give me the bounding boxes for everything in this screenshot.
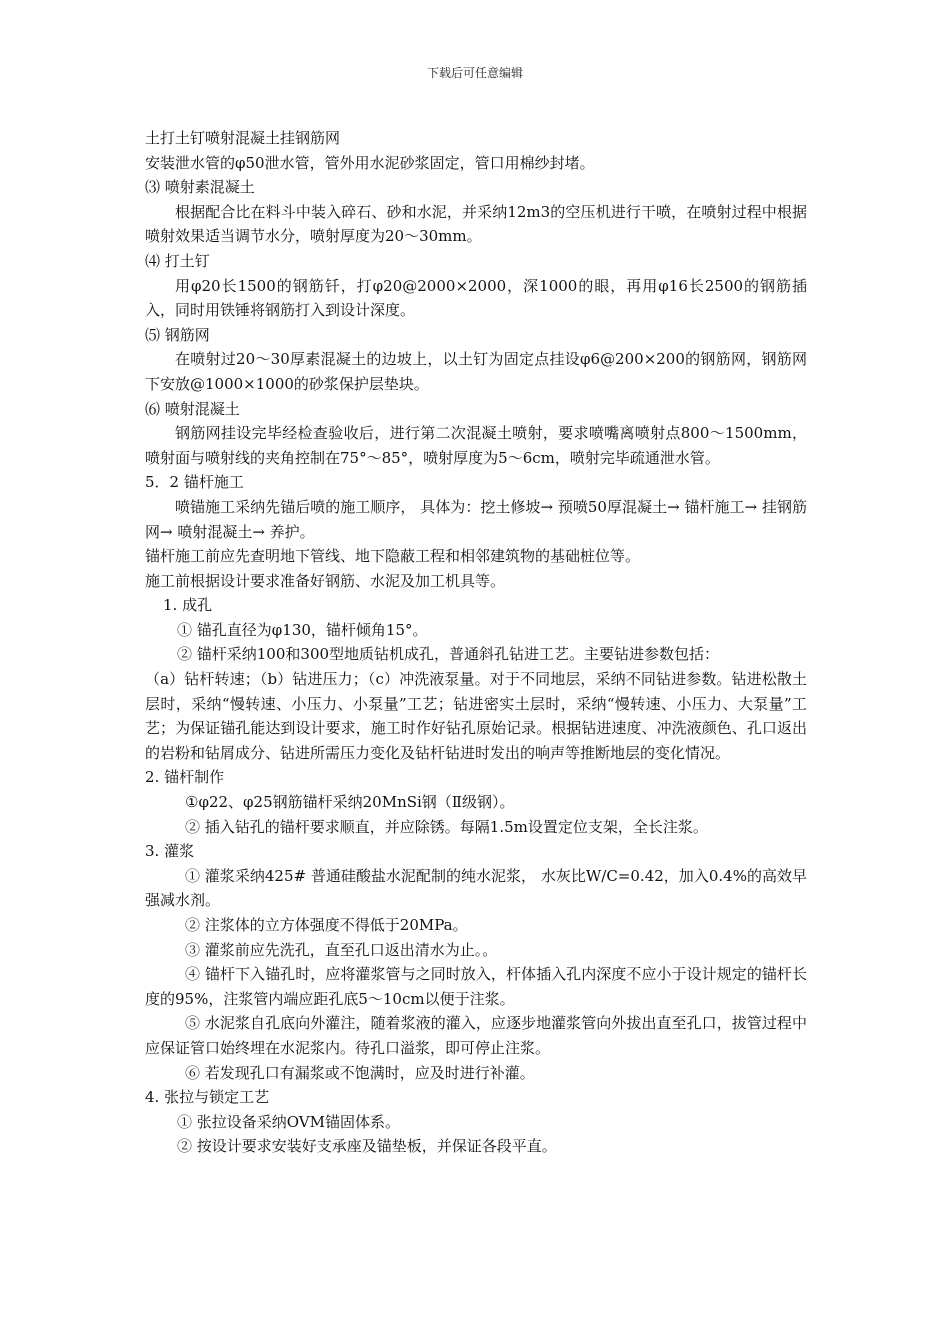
document-body	[145, 126, 807, 1159]
list-item: ② 锚杆采纳100和300型地质钻机成孔，普通斜孔钻进工艺。主要钻进参数包括：	[177, 645, 720, 664]
paragraph: 钢筋网挂设完毕经检查验收后，进行第二次混凝土喷射，要求喷嘴离喷射点800～1500mm，喷射面与喷射线的夹角控制在75°～85°，喷射厚度为5～6cm，喷射完毕疏通泄水管。	[145, 424, 807, 467]
list-item: ② 按设计要求安装好支承座及锚垫板，并保证各段平直。	[177, 1137, 557, 1156]
list-item: ④ 锚杆下入锚孔时，应将灌浆管与之同时放入，杆体插入孔内深度不应小于设计规定的锚杆长度的95%，注浆管内端应距孔底5～10cm以便于注浆。	[145, 965, 807, 1008]
paragraph: 安装泄水管的φ50泄水管，管外用水泥砂浆固定，管口用棉纱封堵。	[145, 153, 595, 172]
section-heading: ⑶ 喷射素混凝土	[145, 178, 255, 197]
paragraph: （a）钻杆转速；（b）钻进压力；（c）冲洗液泵量。对于不同地层，采纳不同钻进参数。钻进松散土层时，采纳“慢转速、小压力、小泵量”工艺；钻进密实土层时，采纳“慢转速、小压力、大泵量”工艺；为保证锚孔能达到设计要求，施工时作好钻孔原始记录。根据钻进速度、冲洗液颜色、孔口返出的岩粉和钻屑成分、钻进所需压力变化及钻杆钻进时发出的响声等推断地层的变化情况。	[145, 670, 807, 762]
section-heading: ⑹ 喷射混凝土	[145, 399, 240, 418]
subsection-heading: 2. 锚杆制作	[145, 768, 225, 787]
paragraph: 土打土钉喷射混凝土挂钢筋网	[145, 129, 341, 147]
list-item: ⑤ 水泥浆自孔底向外灌注，随着浆液的灌入，应逐步地灌浆管向外拔出直至孔口，拔管过程中应保证管口始终埋在水泥浆内。待孔口溢浆，即可停止注浆。	[145, 1014, 807, 1057]
list-item: ① 灌浆采纳425# 普通硅酸盐水泥配制的纯水泥浆， 水灰比W/C=0.42，加入0.4%的高效早强减水剂。	[145, 866, 807, 910]
list-item: ② 插入钻孔的锚杆要求顺直，并应除锈。每隔1.5m设置定位支架，全长注浆。	[185, 817, 708, 836]
paragraph: 锚杆施工前应先查明地下管线、地下隐蔽工程和相邻建筑物的基础桩位等。	[145, 547, 641, 566]
paragraph: 在喷射过20～30厚素混凝土的边坡上，以土钉为固定点挂设φ6@200×200的钢筋网，钢筋网下安放@1000×1000的砂浆保护层垫块。	[145, 350, 807, 393]
paragraph: 用φ20长1500的钢筋钎，打φ20@2000×2000，深1000的眼，再用φ16长2500的钢筋插入，同时用铁锤将钢筋打入到设计深度。	[145, 276, 807, 320]
page-header: 下载后可任意编辑	[426, 66, 523, 80]
subsection-heading: 1. 成孔	[163, 596, 213, 615]
section-heading: ⑸ 钢筋网	[145, 325, 210, 344]
list-item: ⑥ 若发现孔口有漏浆或不饱满时，应及时进行补灌。	[185, 1063, 535, 1082]
section-heading: 5．2 锚杆施工	[145, 473, 244, 492]
subsection-heading: 3. 灌浆	[145, 842, 195, 861]
paragraph: 施工前根据设计要求准备好钢筋、水泥及加工机具等。	[145, 571, 506, 590]
list-item: ①φ22、φ25钢筋锚杆采纳20MnSi钢（Ⅱ级钢）。	[185, 793, 515, 812]
paragraph: 根据配合比在料斗中装入碎石、砂和水泥，并采纳12m3的空压机进行干喷，在喷射过程中根据喷射效果适当调节水分，喷射厚度为20～30mm。	[145, 202, 807, 246]
list-item: ③ 灌浆前应先洗孔，直至孔口返出清水为止。。	[185, 940, 498, 959]
list-item: ① 锚孔直径为φ130，锚杆倾角15°。	[177, 620, 428, 639]
section-heading: ⑷ 打土钉	[145, 251, 210, 270]
list-item: ① 张拉设备采纳OVM锚固体系。	[177, 1112, 400, 1131]
list-item: ② 注浆体的立方体强度不得低于20MPa。	[185, 916, 468, 934]
subsection-heading: 4. 张拉与锁定工艺	[145, 1088, 270, 1107]
paragraph: 喷锚施工采纳先锚后喷的施工顺序， 具体为：挖土修坡→ 预喷50厚混凝土→ 锚杆施工→ 挂钢筋网→ 喷射混凝土→ 养护。	[145, 497, 807, 541]
